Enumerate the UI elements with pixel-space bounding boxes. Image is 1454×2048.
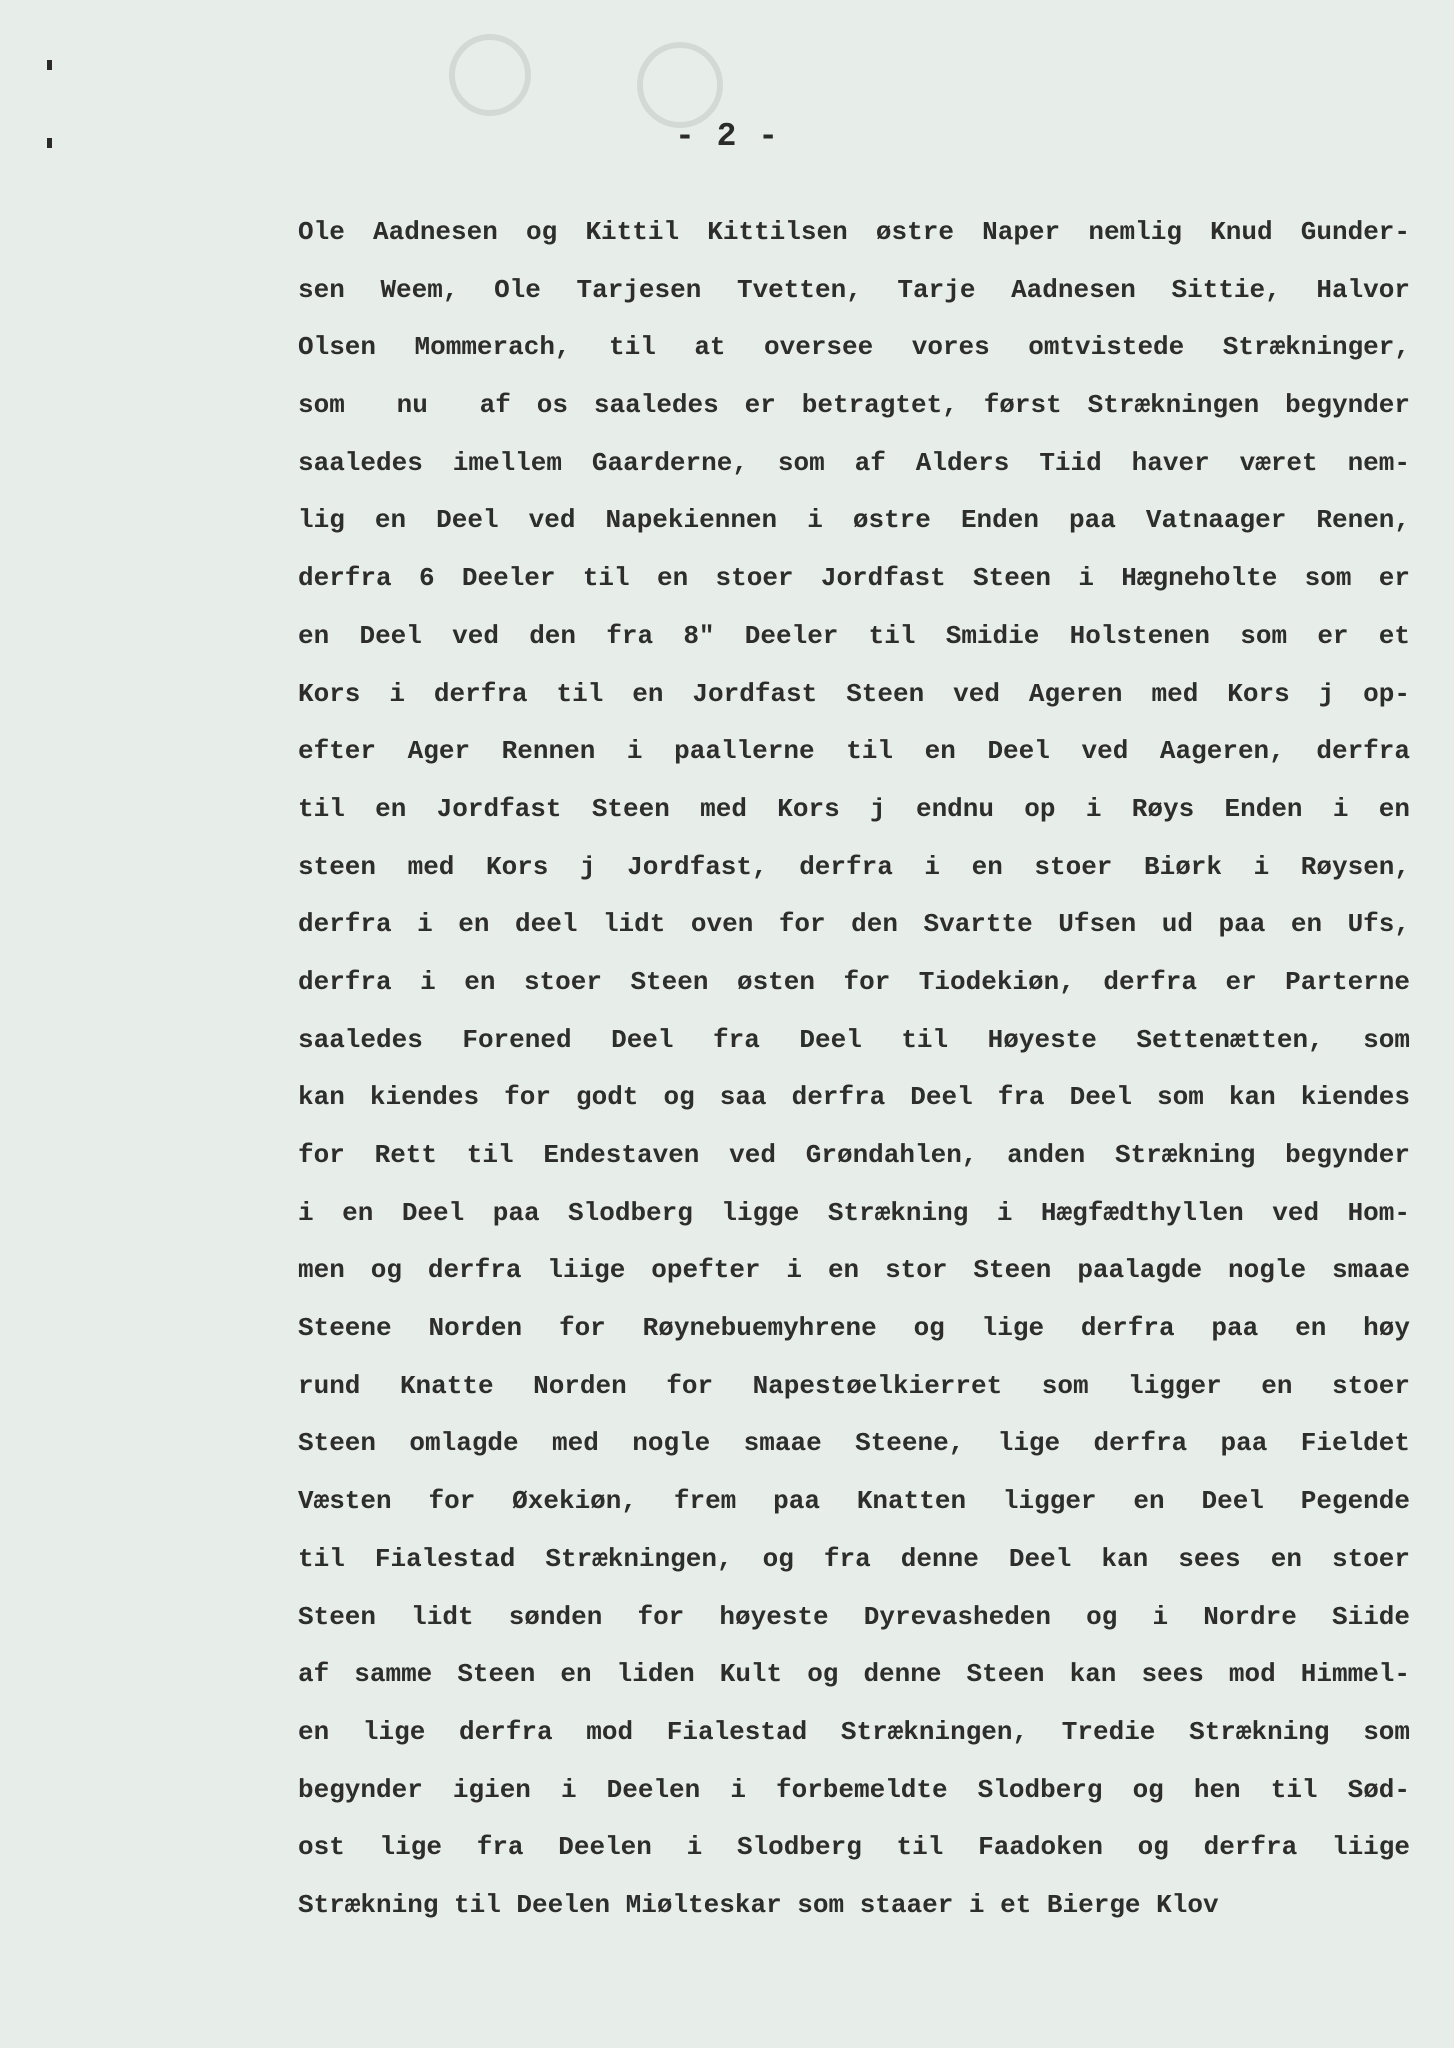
text-line: rund Knatte Norden for Napestøelkierret som ligger en stoer bbox=[298, 1370, 1410, 1401]
typed-text-body bbox=[298, 204, 1428, 1935]
text-line: lig en Deel ved Napekiennen i østre Enden paa Vatnaager Renen, bbox=[298, 505, 1410, 536]
text-line: en Deel ved den fra 8" Deeler til Smidie Holstenen som er et bbox=[298, 620, 1410, 651]
text-line: Ole Aadnesen og Kittil Kittilsen østre Naper nemlig Knud Gunder- bbox=[298, 217, 1410, 247]
text-line: Steen omlagde med nogle smaae Steene, lige derfra paa Fieldet bbox=[298, 1428, 1410, 1459]
text-line: derfra i en deel lidt oven for den Svartte Ufsen ud paa en Ufs, bbox=[298, 909, 1410, 940]
text-line: for Rett til Endestaven ved Grøndahlen, anden Strækning begynder bbox=[298, 1140, 1410, 1170]
text-line: men og derfra liige opefter i en stor Steen paalagde nogle smaae bbox=[298, 1255, 1410, 1286]
text-line: Steene Norden for Røynebuemyhrene og lige derfra paa en høy bbox=[298, 1313, 1410, 1344]
text-line: steen med Kors j Jordfast, derfra i en stoer Biørk i Røysen, bbox=[298, 851, 1410, 882]
text-line: Olsen Mommerach, til at oversee vores omtvistede Strækninger, bbox=[298, 332, 1410, 363]
text-line: i en Deel paa Slodberg ligge Strækning i Hægfædthyllen ved Hom- bbox=[298, 1197, 1410, 1228]
text-line: en lige derfra mod Fialestad Strækningen, Tredie Strækning som bbox=[298, 1716, 1410, 1747]
text-line: saaledes Forened Deel fra Deel til Høyeste Settenætten, som bbox=[298, 1024, 1410, 1055]
text-line: til en Jordfast Steen med Kors j endnu op i Røys Enden i en bbox=[298, 793, 1410, 824]
text-line: Væsten for Øxekiøn, frem paa Knatten ligger en Deel Pegende bbox=[298, 1486, 1410, 1517]
text-line: som nu af os saaledes er betragtet, først Strækningen begynder bbox=[298, 390, 1410, 421]
text-line: derfra i en stoer Steen østen for Tiodekiøn, derfra er Parterne bbox=[298, 966, 1410, 997]
text-line: til Fialestad Strækningen, og fra denne Deel kan sees en stoer bbox=[298, 1543, 1410, 1574]
text-line: derfra 6 Deeler til en stoer Jordfast Steen i Hægneholte som er bbox=[298, 563, 1410, 594]
text-line: ost lige fra Deelen i Slodberg til Faadoken og derfra liige bbox=[298, 1832, 1410, 1863]
text-line: Steen lidt sønden for høyeste Dyrevasheden og i Nordre Siide bbox=[298, 1601, 1410, 1632]
text-line: af samme Steen en liden Kult og denne Steen kan sees mod Himmel- bbox=[298, 1659, 1410, 1690]
text-line: Strækning til Deelen Miølteskar som staaer i et Bierge Klov bbox=[298, 1889, 1219, 1920]
text-line: saaledes imellem Gaarderne, som af Alders Tiid haver været nem- bbox=[298, 447, 1410, 478]
text-line: kan kiendes for godt og saa derfra Deel fra Deel som kan kiendes bbox=[298, 1082, 1410, 1113]
text-line: begynder igien i Deelen i forbemeldte Slodberg og hen til Sød- bbox=[298, 1774, 1410, 1805]
margin-mark-top bbox=[47, 60, 52, 70]
text-line: sen Weem, Ole Tarjesen Tvetten, Tarje Aadnesen Sittie, Halvor bbox=[298, 274, 1410, 305]
text-line: efter Ager Rennen i paallerne til en Deel ved Aageren, derfra bbox=[298, 736, 1410, 767]
text-line: Kors i derfra til en Jordfast Steen ved Ageren med Kors j op- bbox=[298, 678, 1410, 709]
page-number: - 2 - bbox=[674, 118, 780, 155]
